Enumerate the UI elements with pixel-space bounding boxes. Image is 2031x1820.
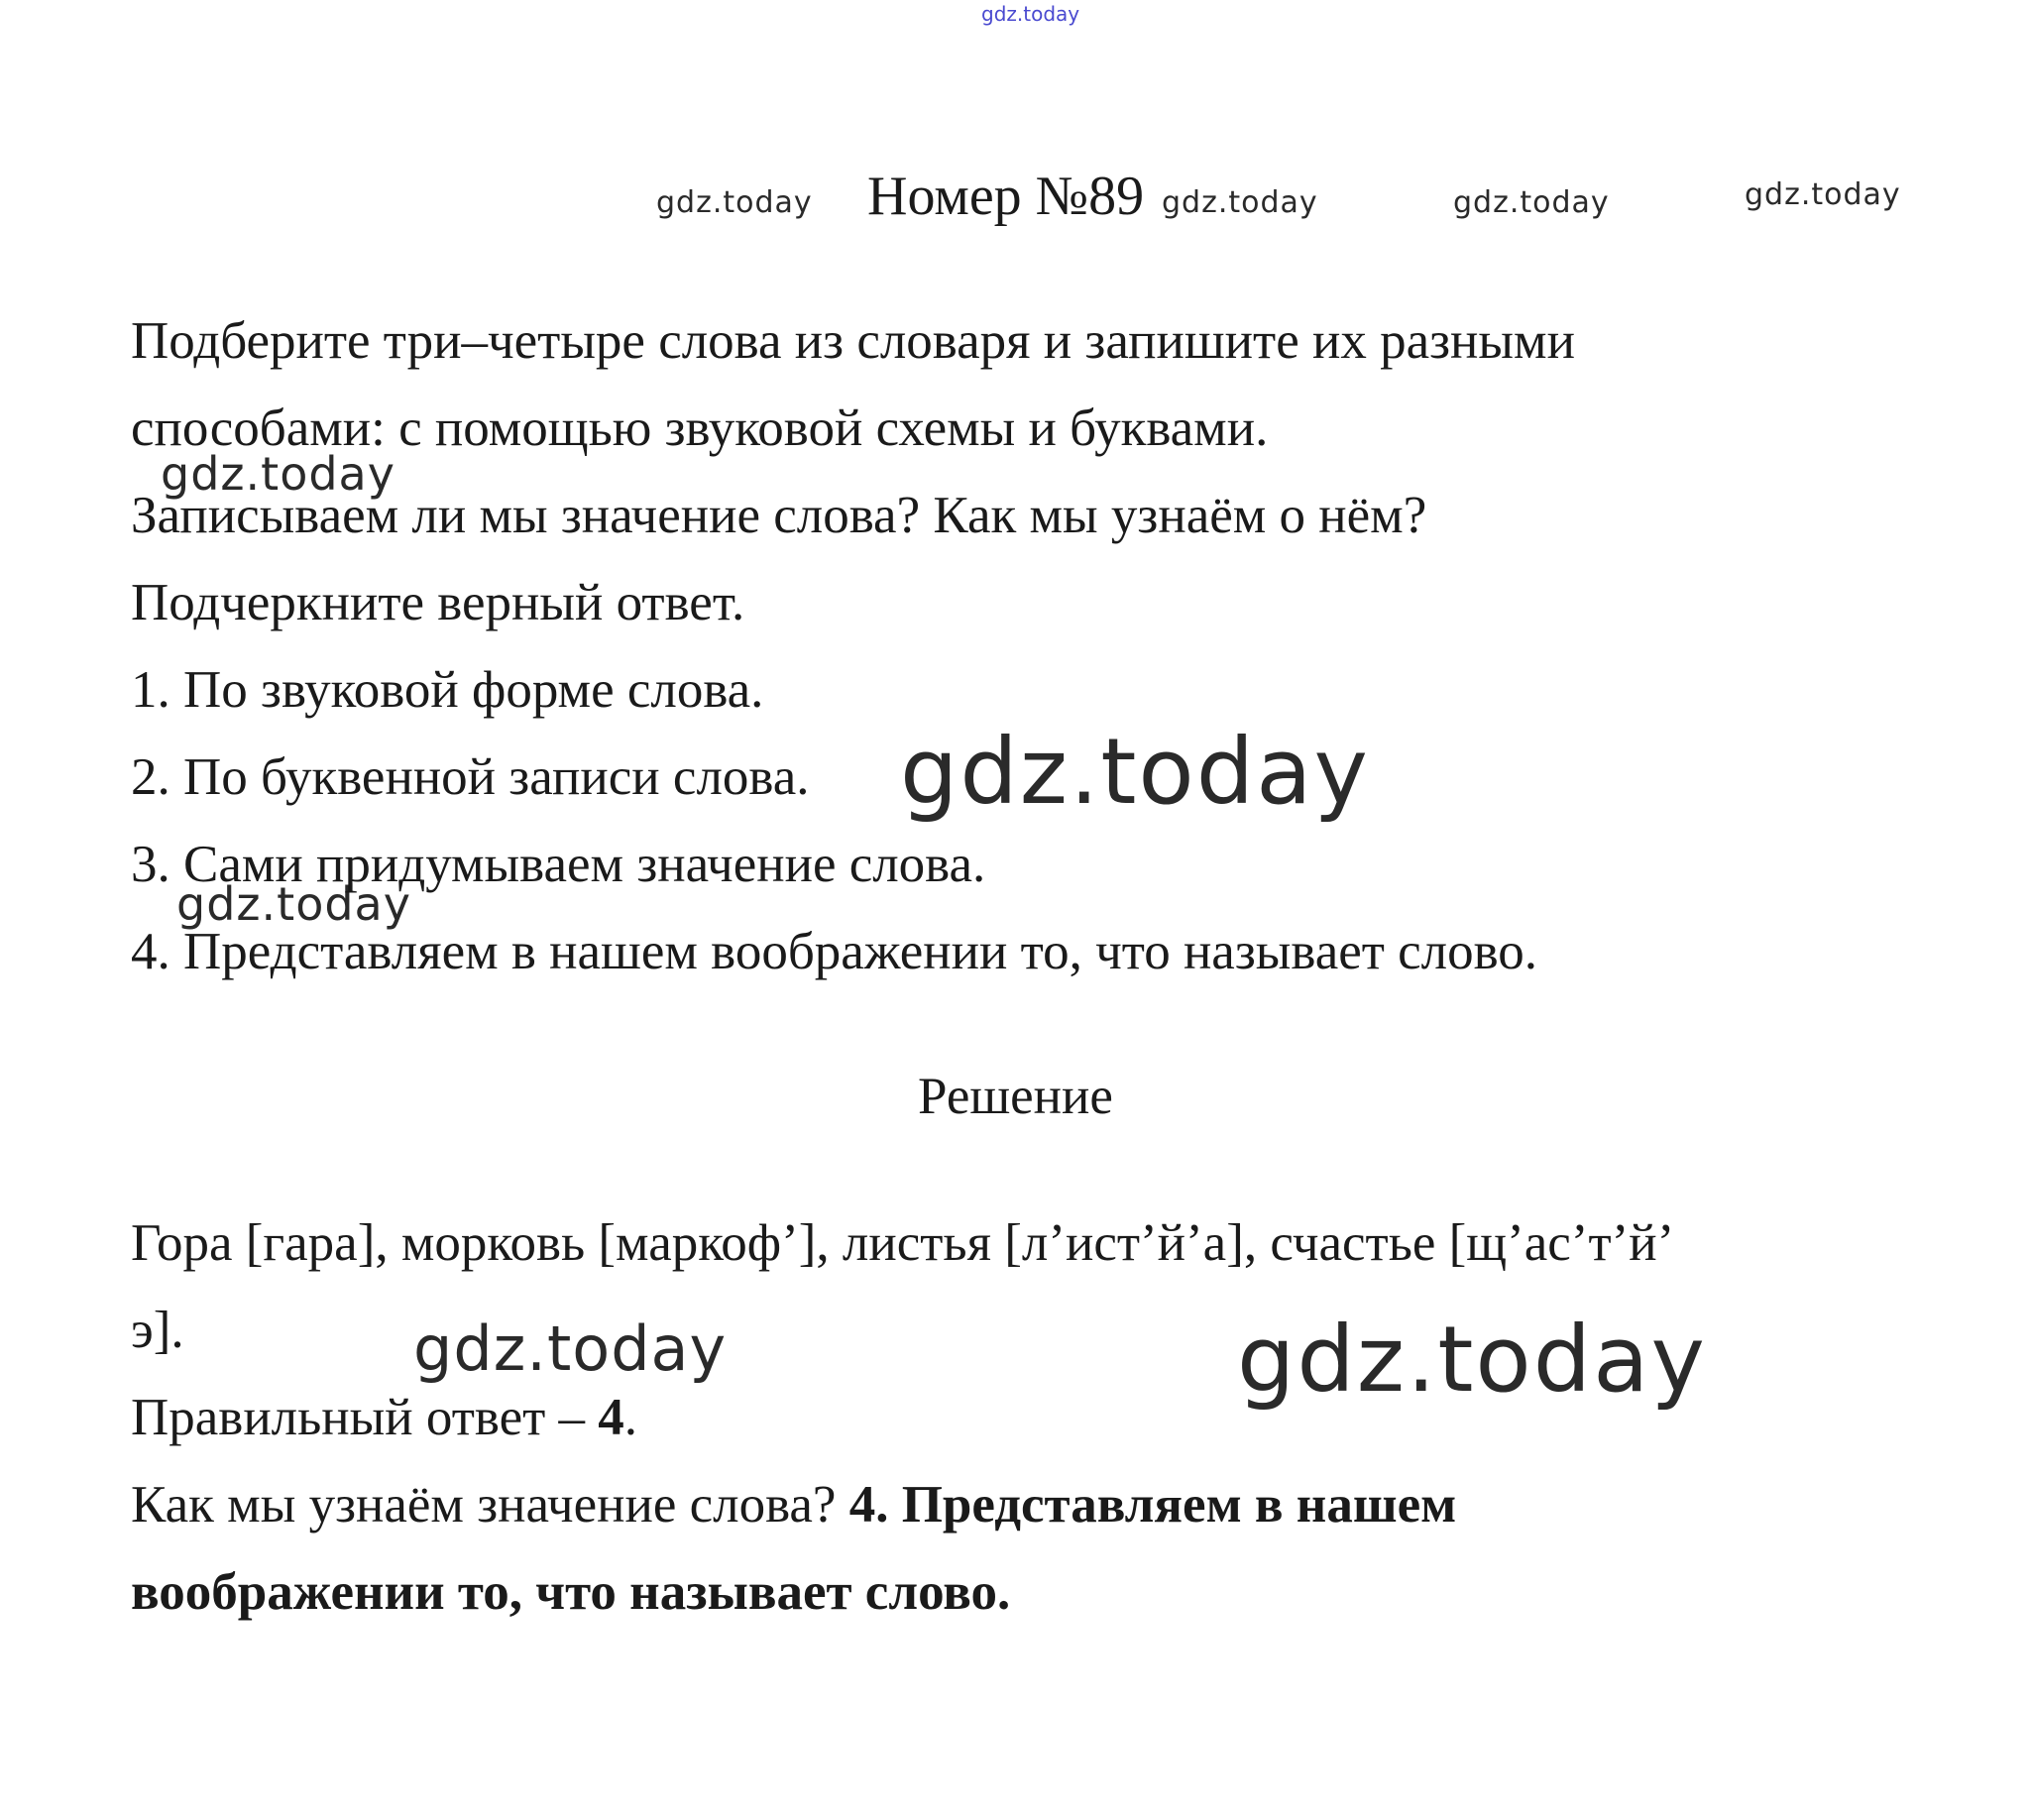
option-3: 3. Сами придумываем значение слова.	[131, 836, 986, 893]
solution-bold-answer-line-2	[131, 1563, 1011, 1621]
watermark-header-1: gdz.today	[656, 185, 813, 220]
watermark-left-1: gdz.today	[161, 447, 395, 501]
correct-answer-prefix: Правильный ответ –	[131, 1389, 599, 1446]
correct-answer-suffix: .	[623, 1389, 638, 1446]
correct-answer-value: 4	[598, 1389, 624, 1446]
watermark-large-2: gdz.today	[1237, 1307, 1707, 1413]
watermark-top: gdz.today	[981, 2, 1080, 26]
task-line-4: Подчеркните верный ответ.	[131, 574, 745, 631]
watermark-bottom-left: gdz.today	[413, 1312, 728, 1385]
watermark-header-2: gdz.today	[1162, 185, 1318, 220]
solution-question-line	[131, 1476, 1457, 1534]
task-line-3: Записываем ли мы значение слова? Как мы узнаём о нём?	[131, 487, 1427, 544]
task-line-1: Подберите три–четыре слова из словаря и запишите их разными	[131, 312, 1575, 370]
option-4: 4. Представляем в нашем воображении то, что называет слово.	[131, 923, 1538, 980]
option-1: 1. По звуковой форме слова.	[131, 661, 764, 719]
solution-heading: Решение	[918, 1068, 1113, 1125]
page-title: Номер №89	[867, 166, 1145, 227]
solution-bold-answer-2: воображении то, что называет слово.	[131, 1563, 1011, 1621]
watermark-left-2: gdz.today	[176, 877, 411, 931]
task-line-2: способами: с помощью звуковой схемы и буквами.	[131, 399, 1269, 457]
solution-transcription-line-1: Гора [гара], морковь [маркоф’], листья [л’ист’й’а], счастье [щ’ас’т’й’	[131, 1214, 1675, 1272]
solution-question: Как мы узнаём значение слова?	[131, 1476, 849, 1534]
watermark-header-4: gdz.today	[1745, 177, 1901, 212]
watermark-header-3: gdz.today	[1453, 185, 1610, 220]
solution-correct-answer	[131, 1389, 638, 1446]
solution-transcription-line-2: э].	[131, 1302, 184, 1359]
solution-bold-answer-1: 4. Представляем в нашем	[848, 1476, 1457, 1534]
option-2: 2. По буквенной записи слова.	[131, 748, 810, 806]
watermark-large-1: gdz.today	[900, 719, 1370, 825]
